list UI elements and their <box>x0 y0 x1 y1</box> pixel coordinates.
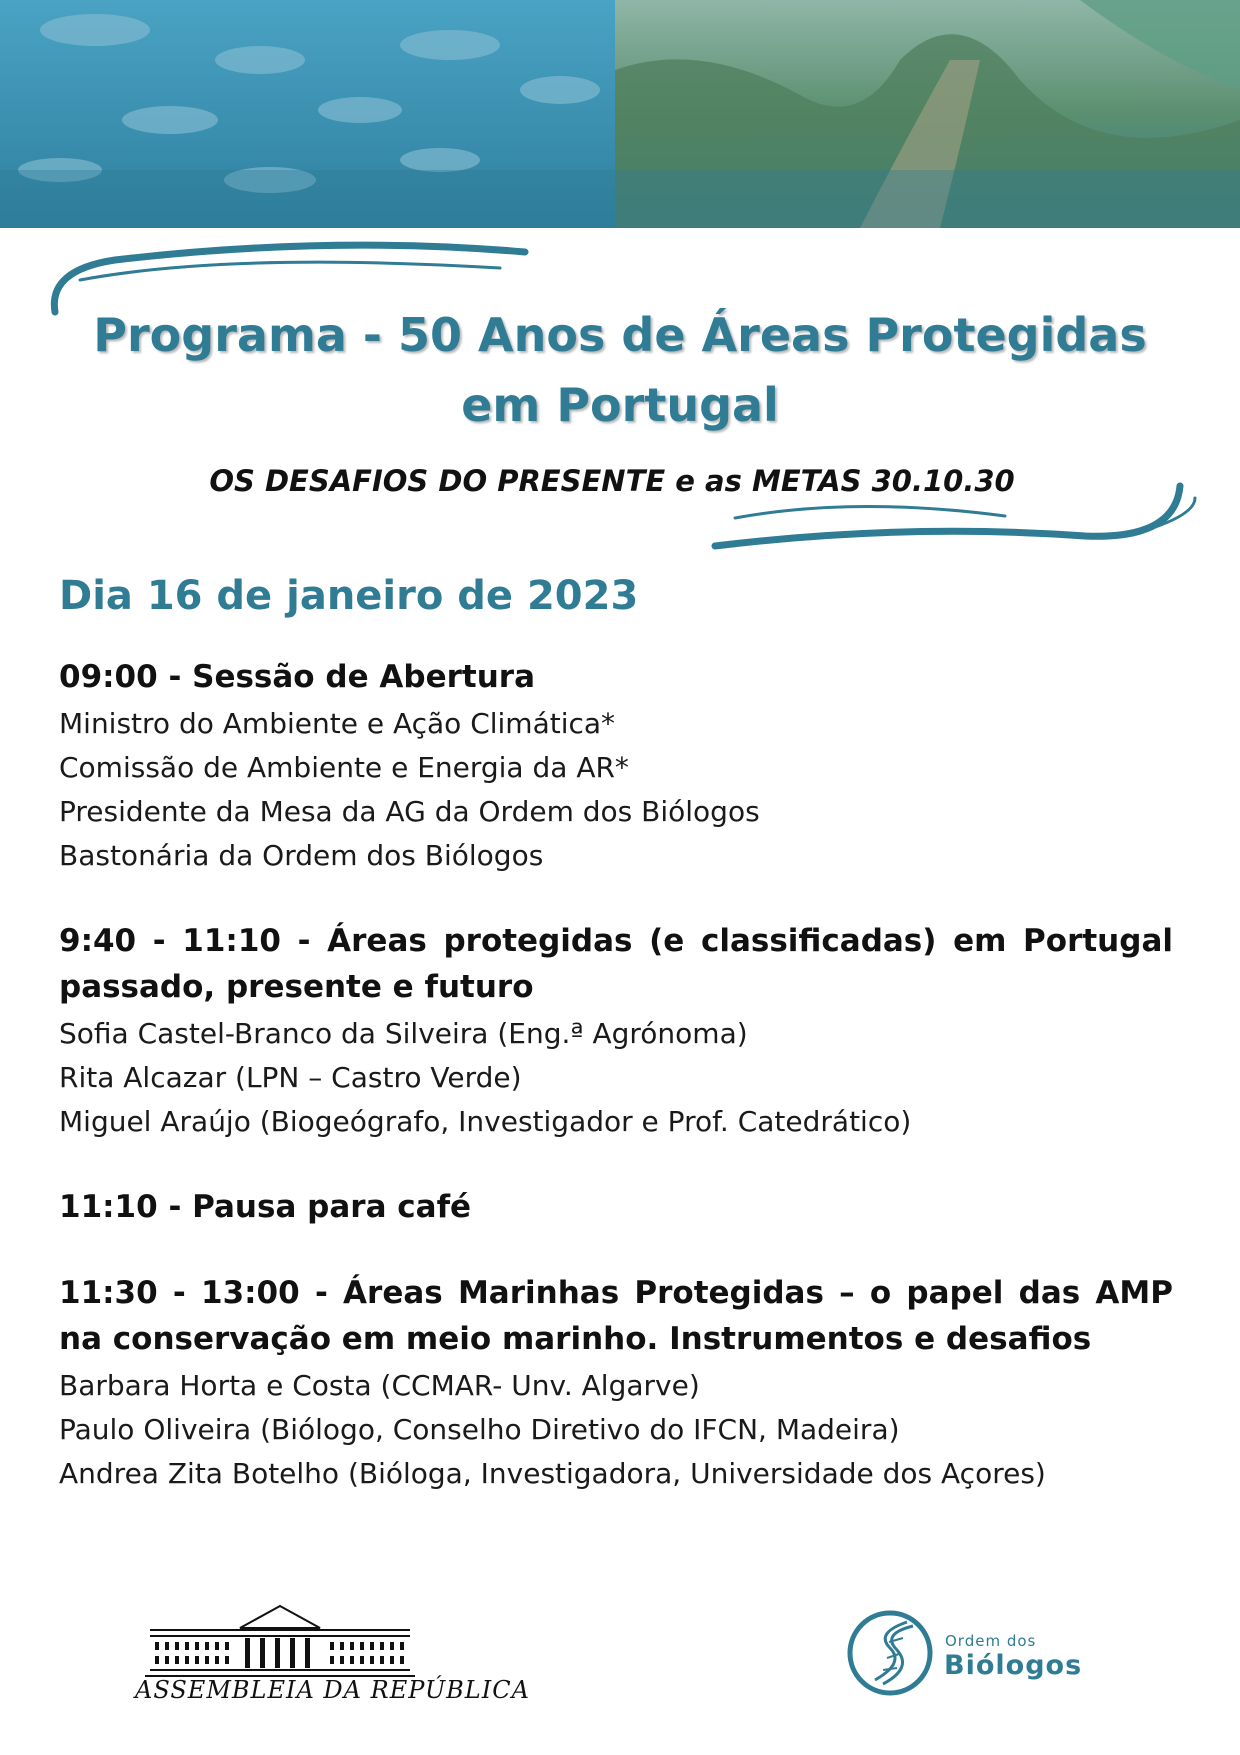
speaker-item: Presidente da Mesa da AG da Ordem dos Biólogos <box>59 795 760 828</box>
speaker-item: Sofia Castel-Branco da Silveira (Eng.ª Agrónoma) <box>59 1017 748 1050</box>
speaker-item: Ministro do Ambiente e Ação Climática* <box>59 707 616 740</box>
speaker-item: Rita Alcazar (LPN – Castro Verde) <box>59 1061 522 1094</box>
session-opening <box>59 654 1173 878</box>
session-title: 11:10 - Pausa para café <box>59 1189 472 1225</box>
ordem-logo-big-text: Biólogos <box>944 1650 1083 1681</box>
speaker-list <box>59 1364 1173 1496</box>
page-subtitle: OS DESAFIOS DO PRESENTE e as METAS 30.10.30 <box>209 464 1015 498</box>
title-line-1: Programa - 50 Anos de Áreas Protegidas <box>93 308 1147 362</box>
speaker-item: Andrea Zita Botelho (Bióloga, Investigadora, Universidade dos Açores) <box>59 1457 1046 1490</box>
title-line-2: em Portugal <box>461 378 779 432</box>
speaker-item: Comissão de Ambiente e Energia da AR* <box>59 751 629 784</box>
session-marine-areas <box>59 1270 1173 1496</box>
ordem-logo-small-text: Ordem dos <box>945 1632 1037 1650</box>
speaker-item: Paulo Oliveira (Biólogo, Conselho Diretivo do IFCN, Madeira) <box>59 1413 900 1446</box>
speaker-item: Miguel Araújo (Biogeógrafo, Investigador e Prof. Catedrático) <box>59 1105 912 1138</box>
session-title: 09:00 - Sessão de Abertura <box>59 659 535 695</box>
parliament-logo-text: ASSEMBLEIA DA REPÚBLICA <box>135 1676 530 1704</box>
program-content <box>59 568 1173 1536</box>
header-banner <box>0 0 1240 228</box>
session-title: 11:30 - 13:00 - Áreas Marinhas Protegidas – o papel das AMP na conservação em meio marinho. Instrumentos e desafios <box>59 1275 1173 1357</box>
session-coffee-break <box>59 1184 1173 1230</box>
session-protected-areas <box>59 918 1173 1144</box>
dna-icon <box>845 1608 935 1698</box>
banner-illustration <box>0 0 1240 228</box>
speaker-list <box>59 702 1173 878</box>
speaker-list <box>59 1012 1173 1144</box>
session-title: 9:40 - 11:10 - Áreas protegidas (e classificadas) em Portugal passado, presente e futuro <box>59 923 1173 1005</box>
program-date: Dia 16 de janeiro de 2023 <box>59 573 639 619</box>
speaker-item: Bastonária da Ordem dos Biólogos <box>59 839 544 872</box>
speaker-item: Barbara Horta e Costa (CCMAR- Unv. Algarve) <box>59 1369 700 1402</box>
page-title <box>0 300 1240 440</box>
